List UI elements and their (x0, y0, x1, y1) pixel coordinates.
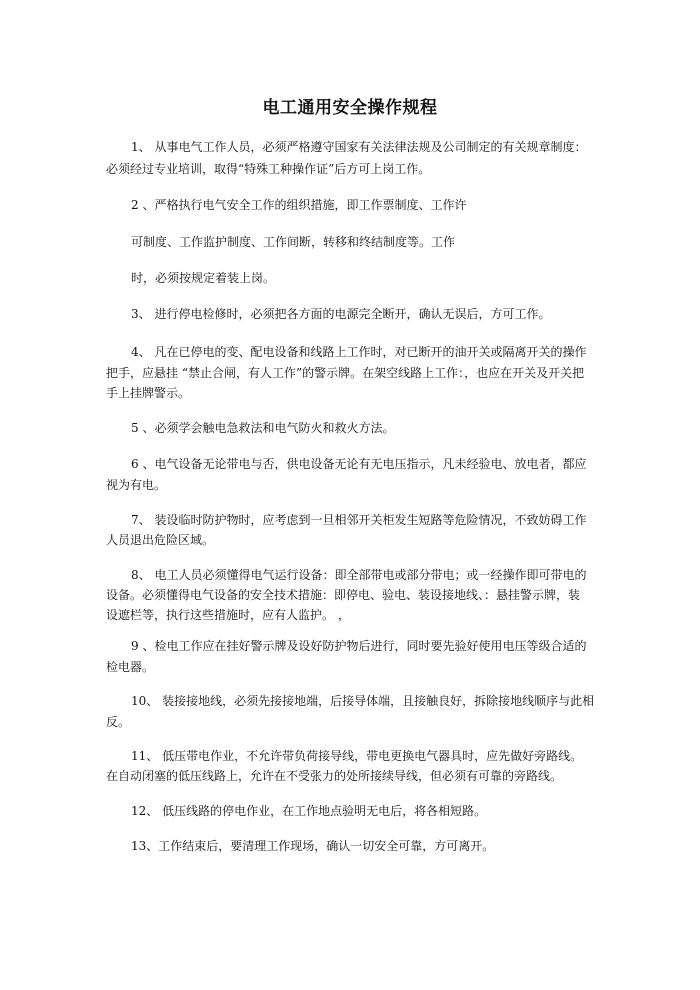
paragraph-11-line-1: 9 、检电工作应在挂好警示牌及设好防护物后进行，同时要先验好使用电压等级合适的 (131, 639, 587, 653)
paragraph-5-line-1: 3、 进行停电检修时，必须把各方面的电源完全断开，确认无误后，方可工作。 (131, 307, 551, 321)
paragraph-6-line-3: 手上挂牌警示。 (106, 386, 191, 400)
paragraph-3-line-1: 可制度、工作监护制度、工作间断，转移和终结制度等。工作 (131, 235, 456, 249)
paragraph-8-line-2: 视为有电。 (106, 478, 167, 492)
paragraph-10-line-2: 设备。必须懂得电气设备的安全技术措施：即停电、验电、装设接地线、：悬挂警示牌，装 (106, 588, 581, 602)
paragraph-11-line-2: 检电器。 (106, 660, 155, 674)
paragraph-14-line-1: 12、 低压线路的停电作业，在工作地点验明无电后，将各相短路。 (131, 804, 487, 818)
paragraph-6-line-2: 把手，应悬挂 “禁止合闸，有人工作”的警示牌。在架空线路上工作：，也应在开关及开关把 (106, 366, 585, 380)
paragraph-1-line-1: 1、 从事电气工作人员，必须严格遵守国家有关法律法规及公司制定的有关规章制度： (131, 140, 587, 154)
paragraph-6-line-1: 4、 凡在已停电的变、配电设备和线路上工作时，对已断开的油开关或隔离开关的操作 (131, 345, 587, 359)
paragraph-9-line-1: 7、 装设临时防护物时，应考虑到一旦相邻开关柜发生短路等危险情况，不致妨碍工作 (131, 513, 587, 527)
paragraph-15-line-1: 13、工作结束后，要清理工作现场，确认一切安全可靠，方可离开。 (131, 839, 495, 853)
document-title: 电工通用安全操作规程 (262, 98, 438, 118)
paragraph-7-line-1: 5 、必须学会触电急救法和电气防火和救火方法。 (131, 421, 395, 435)
paragraph-4-line-1: 时，必须按规定着装上岗。 (131, 271, 276, 285)
paragraph-2-line-1: 2 、严格执行电气安全工作的组织措施，即工作票制度、工作许 (131, 198, 467, 212)
paragraph-9-line-2: 人员退出危险区域。 (106, 533, 215, 547)
paragraph-13-line-1: 11、 低压带电作业，不允许带负荷接导线，带电更换电气器具时，应先做好旁路线。 (131, 749, 583, 763)
paragraph-8-line-1: 6 、电气设备无论带电与否，供电设备无论有无电压指示，凡未经验电、放电者，都应 (131, 457, 587, 471)
paragraph-13-line-2: 在自动闭塞的低压线路上，允许在不受张力的处所接续导线，但必须有可靠的旁路线。 (106, 769, 563, 783)
paragraph-10-line-3: 设遮栏等，执行这些措施时，应有人监护。 ， (106, 608, 350, 622)
paragraph-1-line-2: 必须经过专业培训，取得“特殊工种操作证”后方可上岗工作。 (106, 162, 431, 176)
paragraph-10-line-1: 8、 电工人员必须懂得电气运行设备：即全部带电或部分带电；或一经操作即可带电的 (131, 568, 587, 582)
paragraph-12-line-1: 10、 装接接地线，必须先接接地端，后接导体端，且接触良好，拆除接地线顺序与此相 (131, 694, 595, 708)
paragraph-12-line-2: 反。 (106, 715, 131, 729)
